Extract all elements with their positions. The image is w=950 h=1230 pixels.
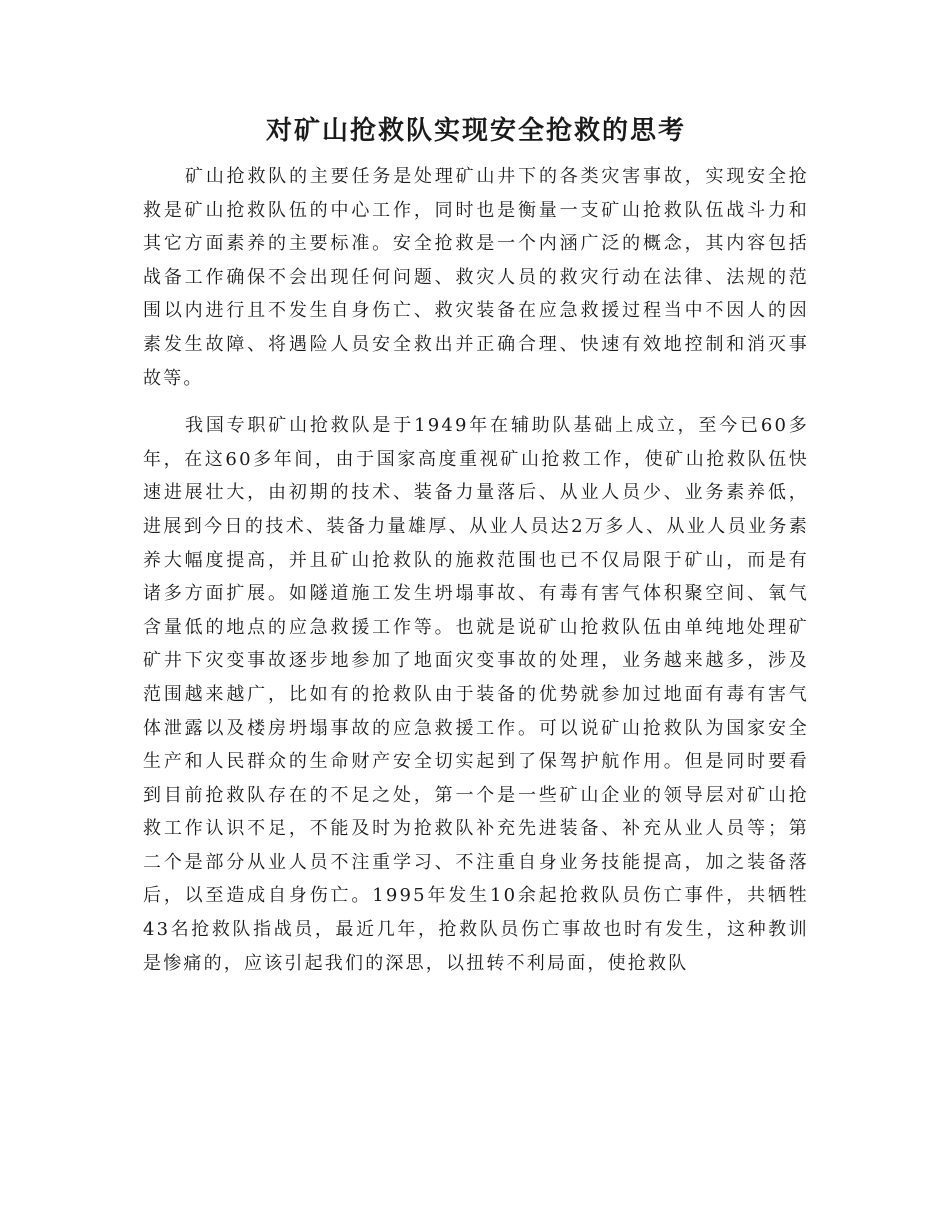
paragraph-2: 我国专职矿山抢救队是于1949年在辅助队基础上成立，至今已60多年，在这60多年间，由于国家高度重视矿山抢救工作，使矿山抢救队伍快速进展壮大，由初期的技术、装备力量落后、从业人员少、业务素养低，进展到今日的技术、装备力量雄厚、从业人员达2万多人、从业人员业务素养大幅度提高，并且矿山抢救队的施救范围也已不仅局限于矿山，而是有诸多方面扩展。如隧道施工发生坍塌事故、有毒有害气体积聚空间、氧气含量低的地点的应急救援工作等。也就是说矿山抢救队伍由单纯地处理矿矿井下灾变事故逐步地参加了地面灾变事故的处理，业务越来越多，涉及范围越来越广，比如有的抢救队由于装备的优势就参加过地面有毒有害气体泄露以及楼房坍塌事故的应急救援工作。可以说矿山抢救队为国家安全生产和人民群众的生命财产安全切实起到了保驾护航作用。但是同时要看到目前抢救队存在的不足之处，第一个是一些矿山企业的领导层对矿山抢救工作认识不足，不能及时为抢救队补充先进装备、补充从业人员等；第二个是部分从业人员不注重学习、不注重自身业务技能提高，加之装备落后，以至造成自身伤亡。1995年发生10余起抢救队员伤亡事件，共牺牲43名抢救队指战员，最近几年，抢救队员伤亡事故也时有发生，这种教训是惨痛的，应该引起我们的深思，以扭转不利局面，使抢救队 xyxy=(143,415,809,974)
document-title: 对矿山抢救队实现安全抢救的思考 xyxy=(265,116,686,146)
document-page xyxy=(143,112,809,980)
paragraph-1: 矿山抢救队的主要任务是处理矿山井下的各类灾害事故，实现安全抢救是矿山抢救队伍的中心工作，同时也是衡量一支矿山抢救队伍战斗力和其它方面素养的主要标准。安全抢救是一个内涵广泛的概念，其内容包括战备工作确保不会出现任何问题、救灾人员的救灾行动在法律、法规的范围以内进行且不发生自身伤亡、救灾装备在应急救援过程当中不因人的因素发生故障、将遇险人员安全救出并正确合理、快速有效地控制和消灭事故等。 xyxy=(143,166,809,389)
